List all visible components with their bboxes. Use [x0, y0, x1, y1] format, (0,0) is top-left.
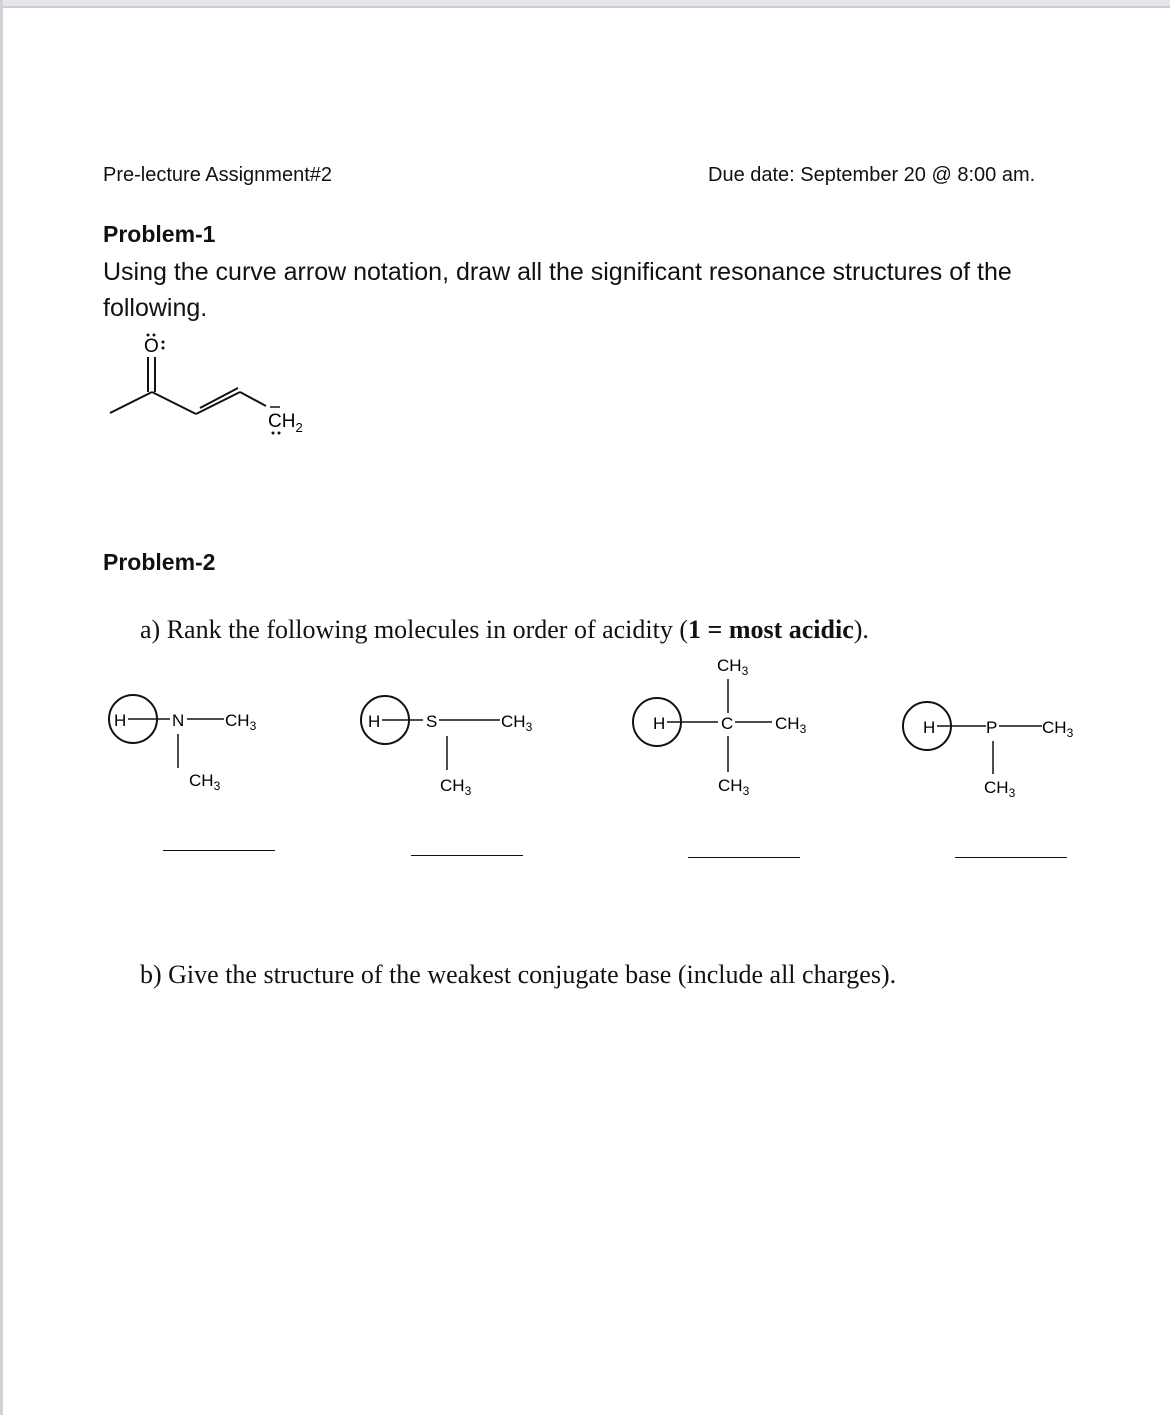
molecule-phosphorus	[890, 650, 1100, 800]
answer-blank-4[interactable]	[955, 857, 1067, 858]
answer-blank-3[interactable]	[688, 857, 800, 858]
bottom-methyl: $CH_3$	[718, 776, 750, 798]
carbanion-group: $CH_2$	[268, 411, 303, 435]
central-atom: P	[986, 718, 998, 737]
problem-2b-instruction: b) Give the structure of the weakest conjugate base (include all charges).	[140, 960, 897, 989]
answer-blank-2[interactable]	[411, 855, 523, 856]
alkene-bond	[196, 392, 240, 414]
central-atom: S	[426, 712, 438, 731]
lone-pair-dot	[272, 432, 275, 435]
lone-pair-dot	[162, 347, 165, 350]
molecule-sulfur	[350, 650, 570, 800]
central-atom: N	[172, 711, 185, 730]
right-methyl: $CH_3$	[1042, 718, 1074, 740]
molecule-carbon	[620, 645, 850, 805]
problem-1-instruction: Using the curve arrow notation, draw all the significant resonance structures of the following.	[103, 258, 1012, 322]
lone-pair-dot	[147, 334, 150, 337]
hydrogen-atom: H	[923, 718, 936, 737]
hydrogen-atom: H	[653, 714, 666, 733]
top-methyl: $CH_3$	[717, 656, 749, 678]
problem-1-title: Problem-1	[103, 221, 216, 247]
molecule-nitrogen	[100, 650, 320, 800]
lone-pair-dot	[153, 334, 156, 337]
answer-blank-1[interactable]	[163, 850, 275, 851]
lone-pair-dot	[278, 432, 281, 435]
single-bond	[152, 392, 196, 414]
right-methyl: $CH_3$	[225, 711, 257, 733]
central-atom: C	[721, 714, 734, 733]
enolate-molecule	[100, 330, 340, 440]
assignment-title: Pre-lecture Assignment#2	[103, 164, 333, 186]
bottom-methyl: $CH_3$	[189, 771, 221, 793]
page-left-border	[0, 0, 3, 1415]
alkene-bond	[200, 388, 238, 408]
hydrogen-atom: H	[368, 712, 381, 731]
right-methyl: $CH_3$	[501, 712, 533, 734]
methyl-bond	[110, 392, 152, 413]
single-bond	[240, 392, 266, 406]
oxygen-atom: O	[144, 336, 159, 357]
problem-2a-instruction: a) Rank the following molecules in order of acidity (1 = most acidic).	[140, 615, 869, 644]
bottom-methyl: $CH_3$	[984, 778, 1016, 800]
right-methyl: $CH_3$	[775, 714, 807, 736]
hydrogen-atom: H	[114, 711, 127, 730]
page-top-border	[0, 0, 1170, 8]
due-date: Due date: September 20 @ 8:00 am.	[708, 164, 1036, 186]
problem-2-title: Problem-2	[103, 549, 216, 575]
lone-pair-dot	[162, 341, 165, 344]
bottom-methyl: $CH_3$	[440, 776, 472, 798]
